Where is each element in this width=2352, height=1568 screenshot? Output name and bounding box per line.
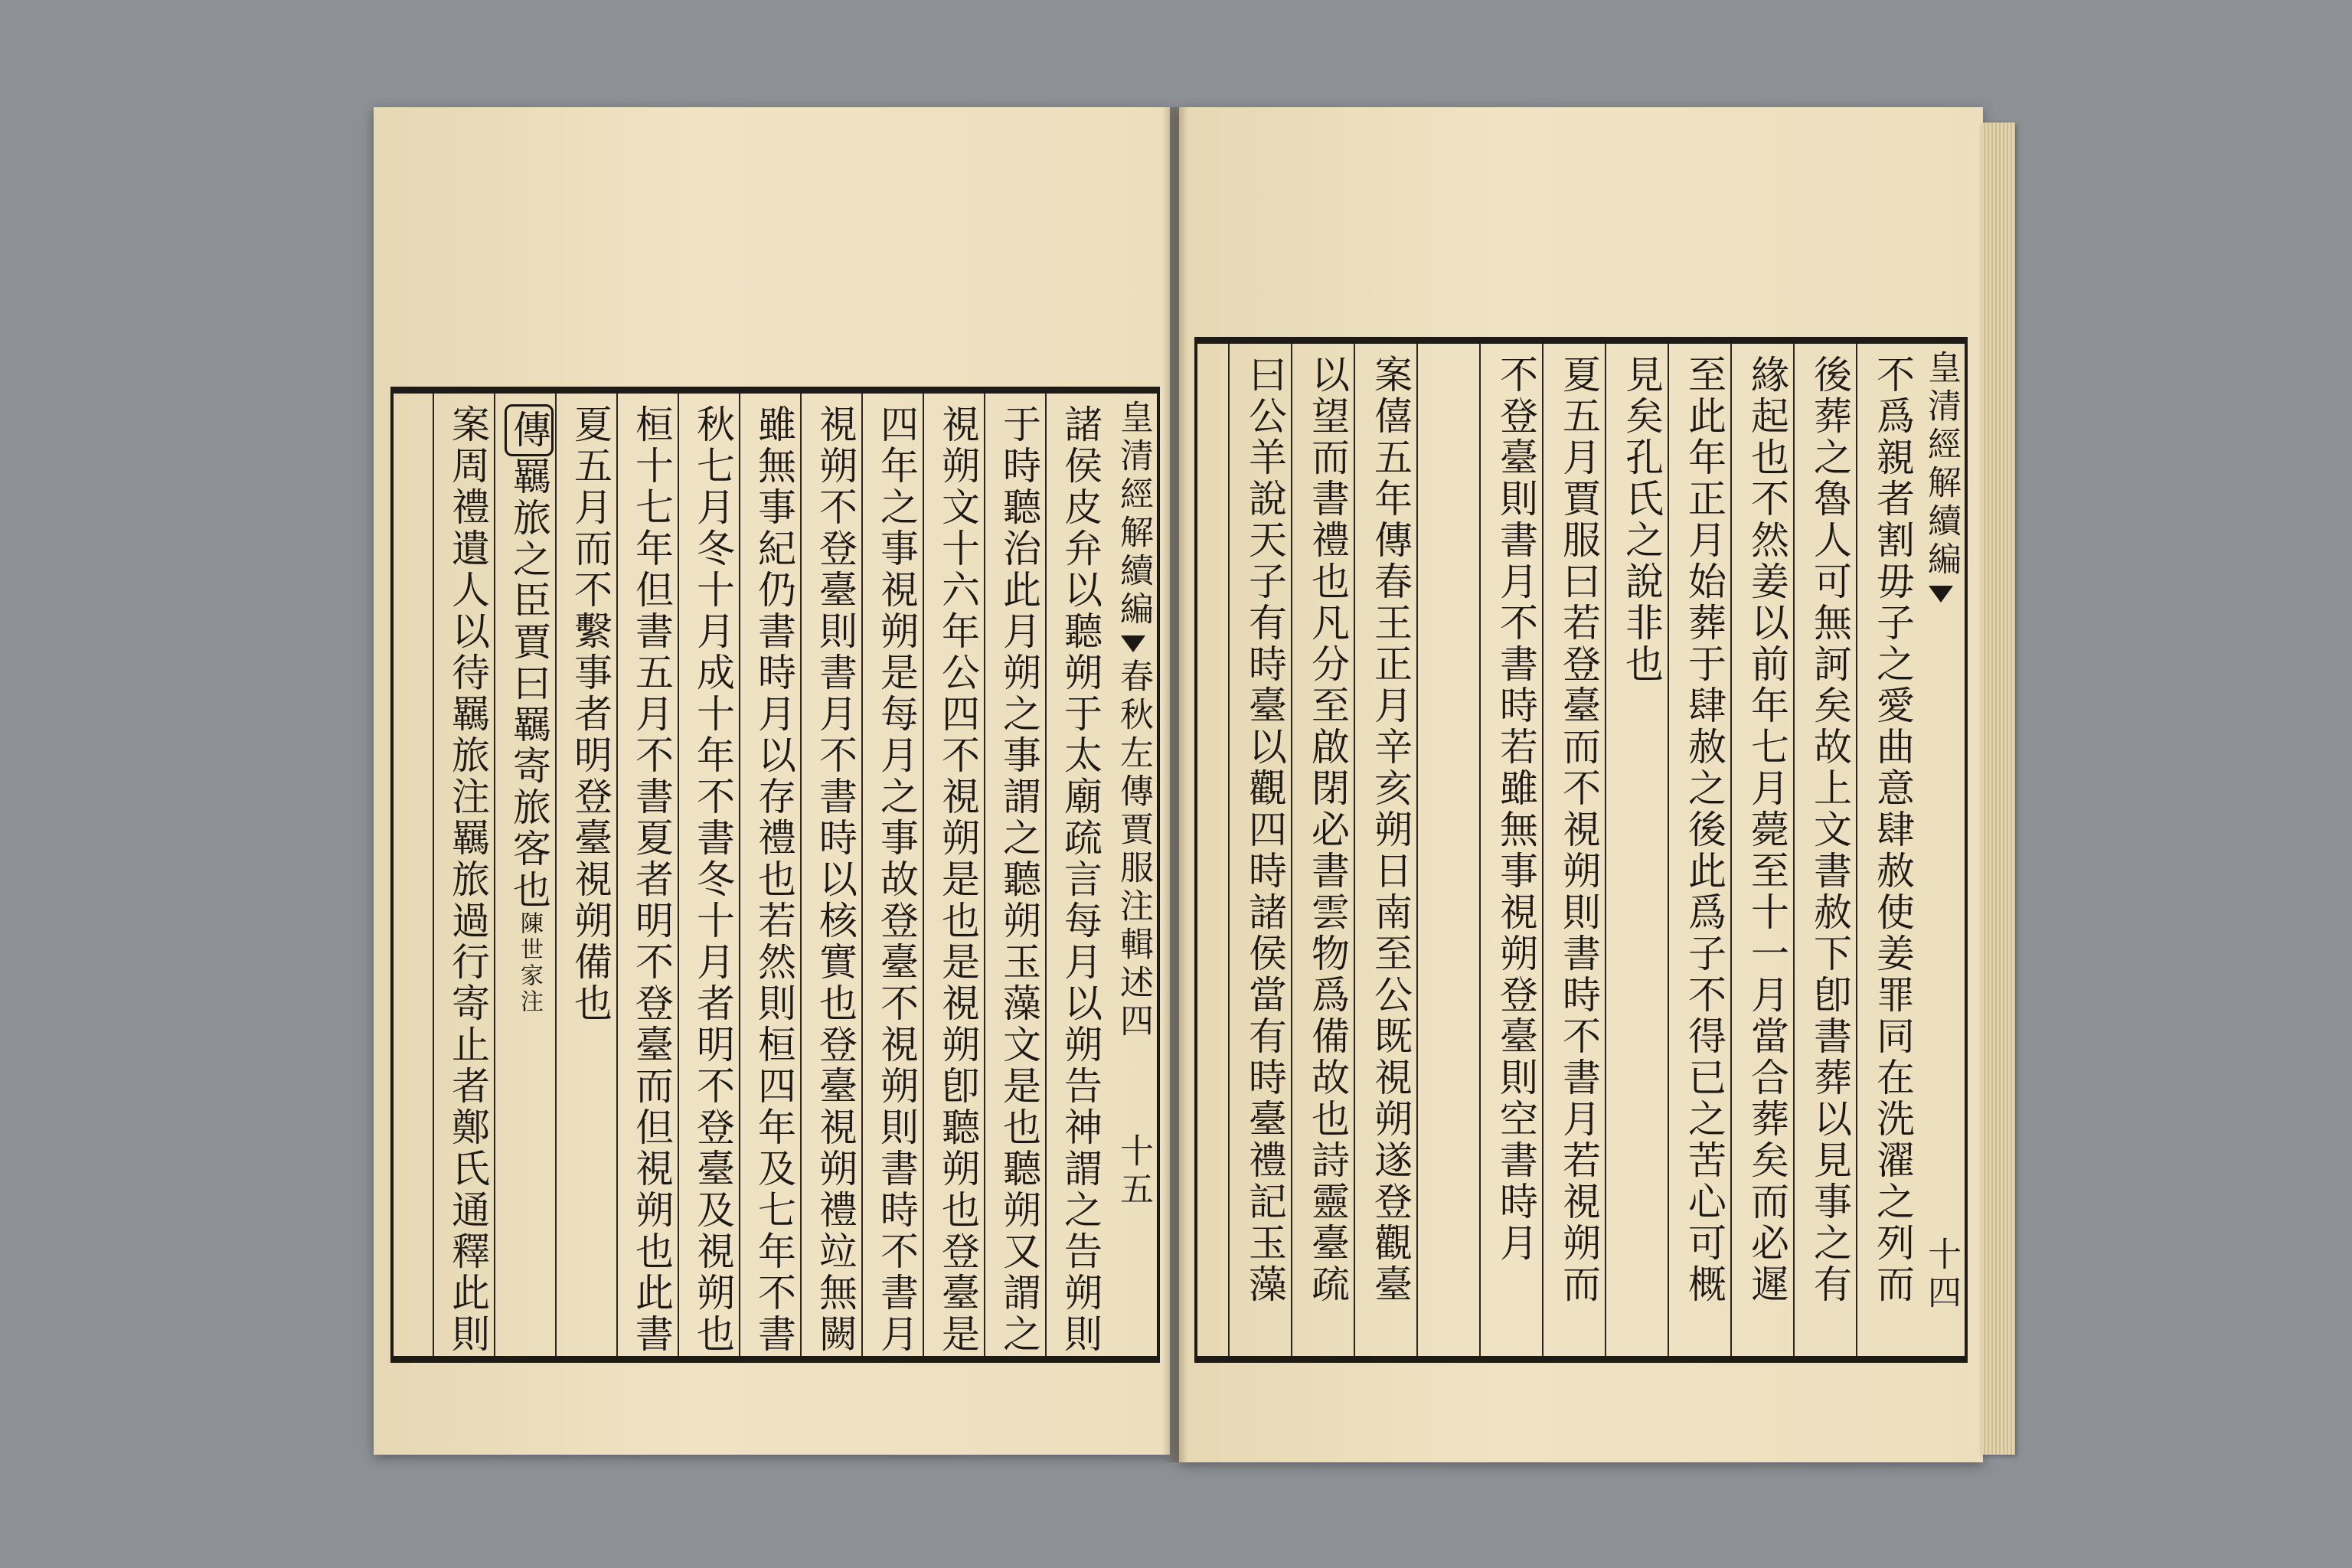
column-text: 羈旅之臣 xyxy=(507,456,551,622)
text-column: 雖無事紀仍書時月以存禮也若然則桓四年及七年不書 xyxy=(739,394,799,1356)
column-text: 賈服曰若登臺而不視朔則書時不書月若視朔而 xyxy=(1557,479,1601,1305)
left-margin-band xyxy=(1105,394,1155,1356)
text-column xyxy=(494,394,554,1356)
column-text: 夏五月 xyxy=(1557,354,1601,479)
text-column: 視朔文十六年公四不視朔是也是視朔卽聽朔也登臺是 xyxy=(923,394,982,1356)
column-text: 賈曰羈寄旅客也 xyxy=(507,622,551,911)
text-column: 于時聽治此月朔之事謂之聽朔玉藻文是也聽朔又謂之 xyxy=(984,394,1044,1356)
text-column: 曰公羊說天子有時臺以觀四時諸侯當有時臺禮記玉藻 xyxy=(1228,344,1289,1356)
page-edge-stack xyxy=(1981,122,2015,1455)
right-text-frame xyxy=(1194,337,1968,1363)
book-gutter xyxy=(1162,107,1188,1462)
text-column: 後葬之魯人可無訶矣故上文書赦下卽書葬以見事之有 xyxy=(1793,344,1854,1356)
commentary-tag: 傳 xyxy=(505,404,554,456)
text-column: 案周禮遺人以待羈旅注羈旅過行寄止者鄭氏通釋此則 xyxy=(433,394,492,1356)
page-number: 十五 xyxy=(1114,1133,1153,1210)
right-margin-band xyxy=(1917,344,1963,1356)
text-column xyxy=(1416,344,1478,1356)
text-column: 諸侯皮弁以聽朔于太廟疏言每月以朔告神謂之告朔則 xyxy=(1045,394,1105,1356)
small-note: 陳世家注 xyxy=(516,911,543,1015)
chapter-title: 春秋左傳賈服注輯述四 xyxy=(1114,658,1153,1041)
book-title: 皇清經解續編 xyxy=(1114,400,1153,629)
book-title: 皇清經解續編 xyxy=(1922,350,1961,580)
page-number: 十四 xyxy=(1922,1236,1961,1313)
fish-tail-mark xyxy=(1929,586,1953,603)
text-column: 至此年正月始葬于肆赦之後此爲子不得已之苦心可概 xyxy=(1668,344,1729,1356)
fish-tail-mark xyxy=(1121,635,1145,652)
text-column: 秋七月冬十月成十年不書冬十月者明不登臺及視朔也 xyxy=(678,394,737,1356)
text-column: 緣起也不然姜以前年七月薨至十一月當合葬矣而必遲 xyxy=(1730,344,1792,1356)
text-column: 四年之事視朔是每月之事故登臺不視朔則書時不書月 xyxy=(861,394,921,1356)
text-column xyxy=(1542,344,1603,1356)
text-column: 以望而書禮也凡分至啟閉必書雲物爲備故也詩靈臺疏 xyxy=(1291,344,1352,1356)
left-text-frame xyxy=(390,387,1160,1363)
text-column: 案僖五年傳春王正月辛亥朔日南至公既視朔遂登觀臺 xyxy=(1354,344,1415,1356)
text-column: 不登臺則書月不書時若雖無事視朔登臺則空書時月 xyxy=(1479,344,1540,1356)
text-column: 見矣孔氏之說非也 xyxy=(1605,344,1666,1356)
text-column: 桓十七年但書五月不書夏者明不登臺而但視朔也此書 xyxy=(616,394,676,1356)
text-column: 夏五月而不繫事者明登臺視朔備也 xyxy=(555,394,615,1356)
text-column: 視朔不登臺則書月不書時以核實也登臺視朔禮竝無闕 xyxy=(800,394,860,1356)
text-column: 不爲親者割毋子之愛曲意肆赦使姜罪同在洗濯之列而 xyxy=(1856,344,1917,1356)
